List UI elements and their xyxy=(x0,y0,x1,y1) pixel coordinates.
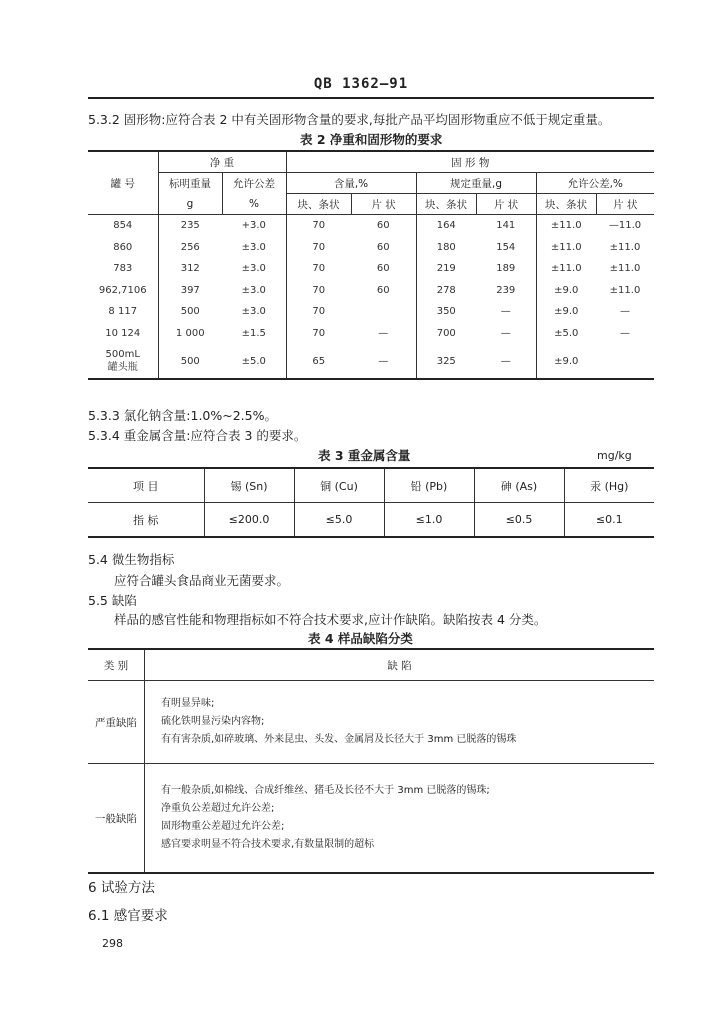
table-2-caption: 表 2 净重和固形物的要求 xyxy=(300,132,443,147)
table-cell xyxy=(596,344,654,379)
table-cell: — xyxy=(476,344,536,379)
net-tolerance: 允许公差 xyxy=(222,173,286,194)
sub-header: 块、条状 xyxy=(536,194,596,215)
sub-header: 块、条状 xyxy=(416,194,476,215)
table-cell: 239 xyxy=(476,280,536,302)
table-row xyxy=(88,301,654,323)
table-cell: — xyxy=(351,344,416,379)
table-cell: 500mL 罐头瓶 xyxy=(88,344,158,379)
table-cell: 325 xyxy=(436,355,456,367)
t3-cell: 指 标 xyxy=(88,503,204,538)
table-cell: 219 xyxy=(436,263,456,275)
table-cell: 500 xyxy=(180,355,200,367)
table-cell: ±11.0 xyxy=(550,241,582,253)
table-row xyxy=(88,215,654,237)
table-cell: 962,7106 xyxy=(88,280,158,302)
clause-5-4-body: 应符合罐头食品商业无菌要求。 xyxy=(114,573,290,588)
table-cell: 164 xyxy=(436,220,456,232)
t3-cell: ≤0.5 xyxy=(474,503,564,538)
table-cell: — xyxy=(351,323,416,345)
table-cell: 312 xyxy=(180,263,200,275)
sub-header: 片 状 xyxy=(351,194,416,215)
table-cell: 860 xyxy=(88,237,158,259)
solid-weight-group: 规定重量,g xyxy=(416,173,536,194)
clause-5-5-body: 样品的感官性能和物理指标如不符合技术要求,应计作缺陷。缺陷按表 4 分类。 xyxy=(114,612,547,627)
defect-item: 硫化铁明显污染内容物; xyxy=(161,716,265,727)
t3-header: 汞 (Hg) xyxy=(564,468,654,503)
table-cell: +3.0 xyxy=(222,215,286,237)
table-cell: ±11.0 xyxy=(550,263,582,275)
table-cell xyxy=(351,301,416,323)
t4-defect-list xyxy=(145,764,655,874)
table-cell: 60 xyxy=(351,237,416,259)
table-cell: ±5.0 xyxy=(222,344,286,379)
clause-5-3-3: 5.3.3 氯化钠含量:1.0%~2.5%。 xyxy=(88,408,277,423)
table-cell: 350 xyxy=(436,306,456,318)
t4-category: 一般缺陷 xyxy=(88,764,145,874)
table-4-caption: 表 4 样品缺陷分类 xyxy=(308,631,413,646)
table-cell: 70 xyxy=(312,306,326,318)
t4-col-category: 类 别 xyxy=(88,649,145,681)
table-row xyxy=(88,280,654,302)
t4-defect-list xyxy=(145,681,655,764)
table-cell: ±3.0 xyxy=(222,258,286,280)
table-cell: 854 xyxy=(88,215,158,237)
t3-header: 项 目 xyxy=(88,468,204,503)
t3-cell: ≤200.0 xyxy=(204,503,294,538)
table-row xyxy=(88,323,654,345)
net-declared: 标明重量 xyxy=(158,173,222,194)
table-cell: 189 xyxy=(476,258,536,280)
sub-header: 片 状 xyxy=(596,194,654,215)
table-cell: 10 124 xyxy=(88,323,158,345)
table-cell: — xyxy=(476,323,536,345)
table-cell: ±3.0 xyxy=(222,237,286,259)
table-row xyxy=(88,344,654,379)
col-solids: 固 形 物 xyxy=(286,151,654,173)
table-cell: 397 xyxy=(180,284,200,296)
table-cell: 783 xyxy=(88,258,158,280)
table-cell: 60 xyxy=(351,258,416,280)
table-3-unit: mg/kg xyxy=(597,449,632,462)
table-row xyxy=(88,237,654,259)
table-cell: 65 xyxy=(312,355,326,367)
table-3-caption: 表 3 重金属含量 xyxy=(318,448,411,463)
standard-code-header: QB 1362—91 xyxy=(313,76,409,92)
net-unit-pct: % xyxy=(222,194,286,215)
table-cell: 278 xyxy=(436,284,456,296)
t3-header: 铅 (Pb) xyxy=(384,468,474,503)
table-3-heavy-metals xyxy=(88,467,654,538)
solid-tolerance-group: 允许公差,% xyxy=(536,173,654,194)
t4-category: 严重缺陷 xyxy=(88,681,145,764)
table-cell: 700 xyxy=(436,327,456,339)
net-unit-g: g xyxy=(158,194,222,215)
t3-header: 砷 (As) xyxy=(474,468,564,503)
section-6-1-title: 6.1 感官要求 xyxy=(88,908,168,924)
defect-item: 有明显异味; xyxy=(161,698,215,709)
defect-item: 感官要求明显不符合技术要求,有数量限制的超标 xyxy=(161,839,375,850)
table-cell: ±11.0 xyxy=(609,263,641,275)
table-cell: ±9.0 xyxy=(554,306,579,318)
table-cell: 8 117 xyxy=(88,301,158,323)
defect-item: 净重负公差超过允许公差; xyxy=(161,803,275,814)
table-cell: ±11.0 xyxy=(609,241,641,253)
col-net-weight: 净 重 xyxy=(158,151,286,173)
table-row xyxy=(88,258,654,280)
t3-header: 锡 (Sn) xyxy=(204,468,294,503)
sub-header: 块、条状 xyxy=(286,194,351,215)
defect-item: 有有害杂质,如碎玻璃、外来昆虫、头发、金属屑及长径大于 3mm 已脱落的锡珠 xyxy=(161,734,517,745)
table-cell: 70 xyxy=(312,241,326,253)
table-cell: ±11.0 xyxy=(609,284,641,296)
page-number: 298 xyxy=(102,937,123,950)
table-cell: — xyxy=(620,327,630,339)
table-cell: 180 xyxy=(436,241,456,253)
table-cell: 500 xyxy=(180,306,200,318)
table-cell: ±9.0 xyxy=(554,355,579,367)
table-cell: 70 xyxy=(312,220,326,232)
t4-col-defect: 缺 陷 xyxy=(145,649,655,681)
table-2-net-weight-solids xyxy=(88,150,654,380)
table-cell: ±3.0 xyxy=(222,301,286,323)
table-cell: 1 000 xyxy=(175,327,205,339)
solid-content-group: 含量,% xyxy=(286,173,416,194)
table-cell: ±1.5 xyxy=(222,323,286,345)
table-cell: 70 xyxy=(312,327,326,339)
table-cell: 60 xyxy=(351,280,416,302)
table-cell: ±9.0 xyxy=(554,284,579,296)
defect-item: 固形物重公差超过允许公差; xyxy=(161,821,285,832)
table-cell: —11.0 xyxy=(608,220,642,232)
header-rule xyxy=(88,97,654,99)
table-cell: 154 xyxy=(476,237,536,259)
section-6-title: 6 试验方法 xyxy=(88,880,155,896)
clause-5-3-4: 5.3.4 重金属含量:应符合表 3 的要求。 xyxy=(88,428,307,443)
clause-5-4-title: 5.4 微生物指标 xyxy=(88,552,175,567)
table-cell: 70 xyxy=(312,263,326,275)
clause-5-5-title: 5.5 缺陷 xyxy=(88,593,137,608)
table-cell: ±3.0 xyxy=(222,280,286,302)
clause-5-3-2: 5.3.2 固形物:应符合表 2 中有关固形物含量的要求,每批产品平均固形物重应不低于规定重量。 xyxy=(88,112,611,127)
table-cell: 60 xyxy=(351,215,416,237)
sub-header: 片 状 xyxy=(476,194,536,215)
defect-item: 有一般杂质,如棉线、合成纤维丝、猪毛及长径不大于 3mm 已脱落的锡珠; xyxy=(161,785,490,796)
t3-cell: ≤0.1 xyxy=(595,513,623,526)
table-cell: — xyxy=(620,306,630,318)
t3-cell: ≤1.0 xyxy=(384,503,474,538)
table-cell: 141 xyxy=(476,215,536,237)
col-code: 罐 号 xyxy=(88,151,158,215)
t3-header: 铜 (Cu) xyxy=(294,468,384,503)
table-4-defect-classification xyxy=(88,648,654,874)
table-cell: 70 xyxy=(312,284,326,296)
table-cell: 256 xyxy=(180,241,200,253)
table-cell: — xyxy=(476,301,536,323)
table-cell: ±5.0 xyxy=(554,327,579,339)
t3-cell: ≤5.0 xyxy=(294,503,384,538)
table-cell: 235 xyxy=(180,220,200,232)
table-cell: ±11.0 xyxy=(550,220,582,232)
